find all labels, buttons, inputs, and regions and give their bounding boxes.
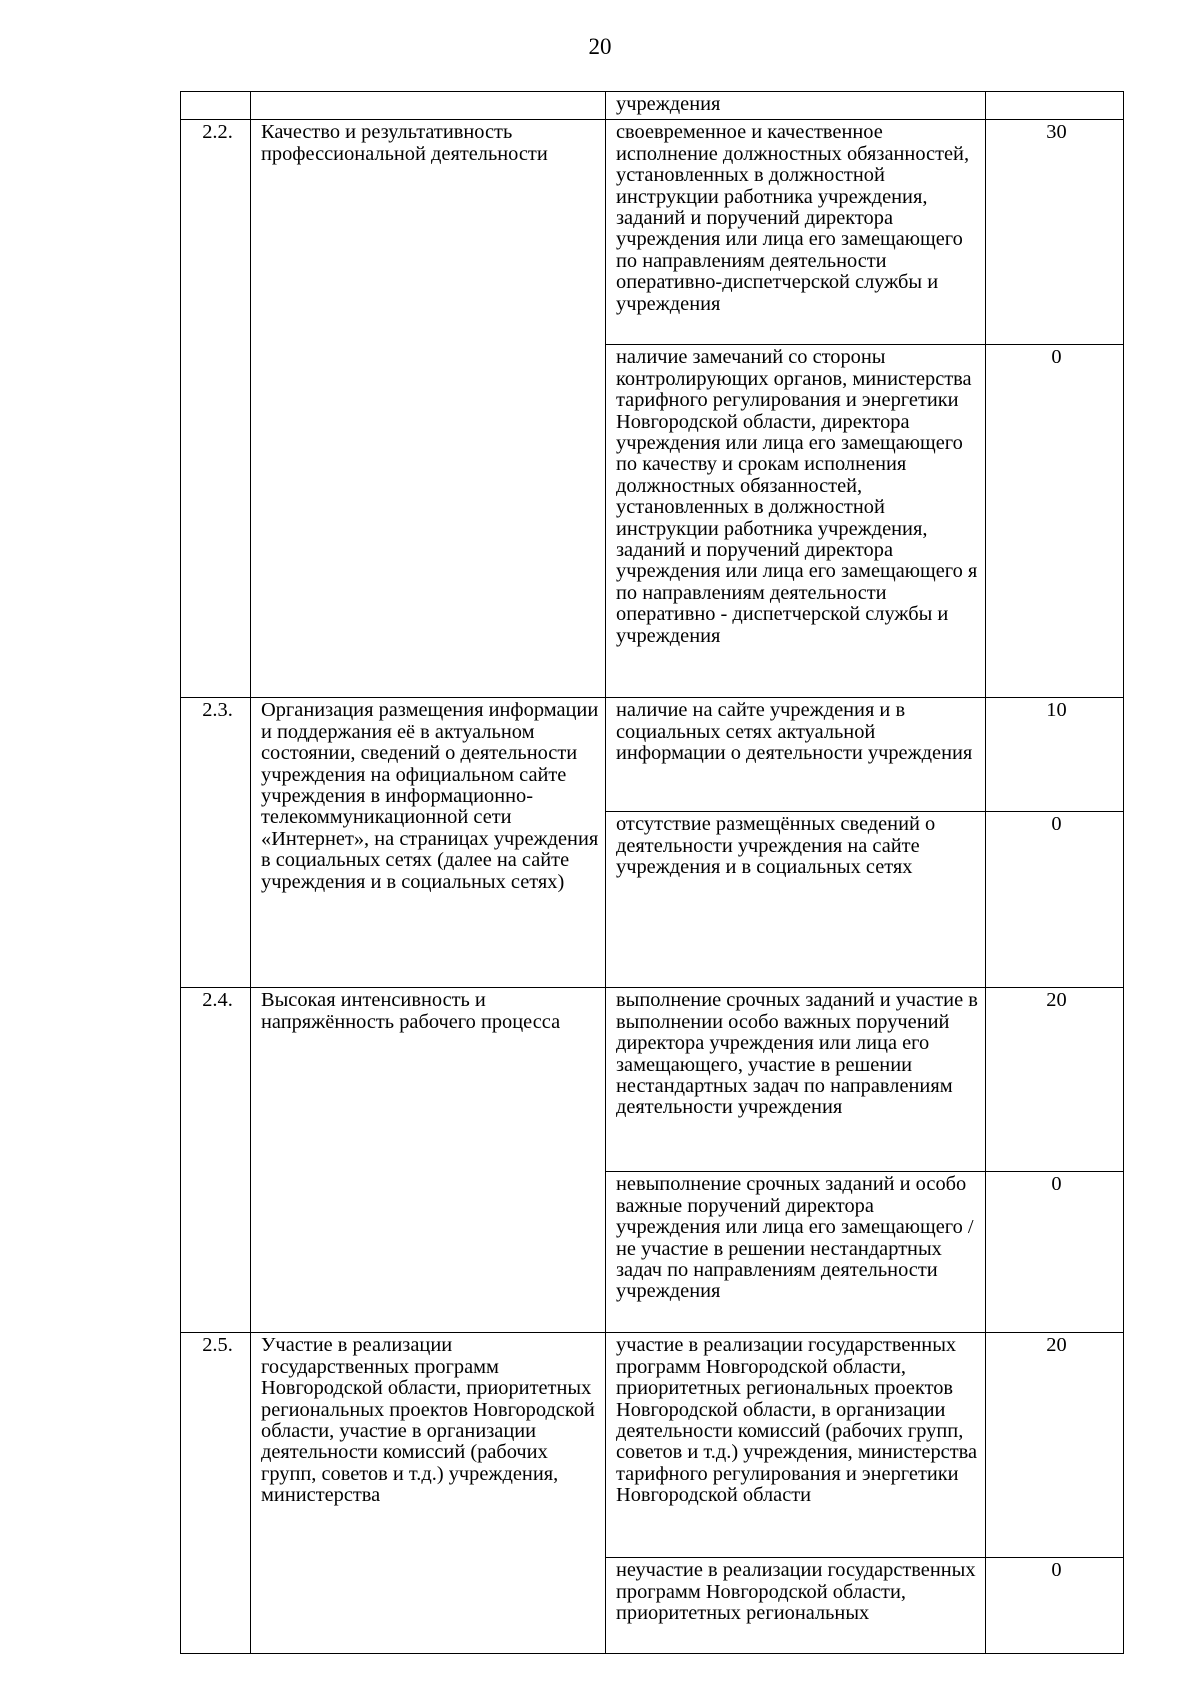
table-row [181, 120, 1124, 345]
table-row [181, 1333, 1124, 1558]
condition-text: своевременное и качественное исполнение должностных обязанностей, установленных в должностной инструкции работника учреждения, заданий и поручений директора учреждения или лица его замещающего по направлениям деятельности оперативно-диспетчерской службы и учреждения [606, 120, 986, 345]
condition-text: наличие на сайте учреждения и в социальных сетях актуальной информации о деятельности учреждения [606, 698, 986, 812]
criterion-name: Участие в реализации государственных программ Новгородской области, приоритетных региональных проектов Новгородской области, участие в организации деятельности комиссий (рабочих групп, советов и т.д.) учреждения, министерства [251, 1333, 606, 1654]
criterion-name: Организация размещения информации и поддержания её в актуальном состоянии, сведений о деятельности учреждения на официальном сайте учреждения в информационно-телекоммуникационной сети «Интернет», на страницах учреждения в социальных сетях (далее на сайте учреждения и в социальных сетях) [251, 698, 606, 988]
score-value: 20 [986, 988, 1124, 1172]
condition-cell: учреждения [606, 92, 986, 120]
condition-text: выполнение срочных заданий и участие в выполнении особо важных поручений директора учреждения или лица его замещающего, участие в решении нестандартных задач по направлениям деятельности учреждения [606, 988, 986, 1172]
condition-text: наличие замечаний со стороны контролирующих органов, министерства тарифного регулирования и энергетики Новгородской области, директора учреждения или лица его замещающего по качеству и срокам исполнения должностных обязанностей, установленных в должностной инструкции работника учреждения, заданий и поручений директора учреждения или лица его замещающего я по направлениям деятельности оперативно - диспетчерской службы и учреждения [606, 345, 986, 698]
criterion-number: 2.5. [181, 1333, 251, 1654]
criterion-cell [251, 92, 606, 120]
table-row [181, 698, 1124, 812]
score-value: 10 [986, 698, 1124, 812]
score-value: 20 [986, 1333, 1124, 1558]
table-row-continuation [181, 92, 1124, 120]
score-value: 0 [986, 812, 1124, 988]
condition-text: отсутствие размещённых сведений о деятельности учреждения на сайте учреждения и в социальных сетях [606, 812, 986, 988]
score-value: 0 [986, 1558, 1124, 1654]
criterion-number: 2.2. [181, 120, 251, 698]
score-cell [986, 92, 1124, 120]
criterion-number: 2.4. [181, 988, 251, 1333]
condition-text: неучастие в реализации государственных программ Новгородской области, приоритетных региональных [606, 1558, 986, 1654]
condition-text: участие в реализации государственных программ Новгородской области, приоритетных региональных проектов Новгородской области, в организации деятельности комиссий (рабочих групп, советов и т.д.) учреждения, министерства тарифного регулирования и энергетики Новгородской области [606, 1333, 986, 1558]
table-row [181, 988, 1124, 1172]
score-value: 30 [986, 120, 1124, 345]
number-cell [181, 92, 251, 120]
condition-text: невыполнение срочных заданий и особо важные поручений директора учреждения или лица его замещающего / не участие в решении нестандартных задач по направлениям деятельности учреждения [606, 1172, 986, 1333]
criterion-number: 2.3. [181, 698, 251, 988]
criteria-table [180, 91, 1124, 1654]
criterion-name: Качество и результативность профессиональной деятельности [251, 120, 606, 698]
score-value: 0 [986, 1172, 1124, 1333]
score-value: 0 [986, 345, 1124, 698]
criterion-name: Высокая интенсивность и напряжённость рабочего процесса [251, 988, 606, 1333]
page-number: 20 [588, 34, 612, 59]
